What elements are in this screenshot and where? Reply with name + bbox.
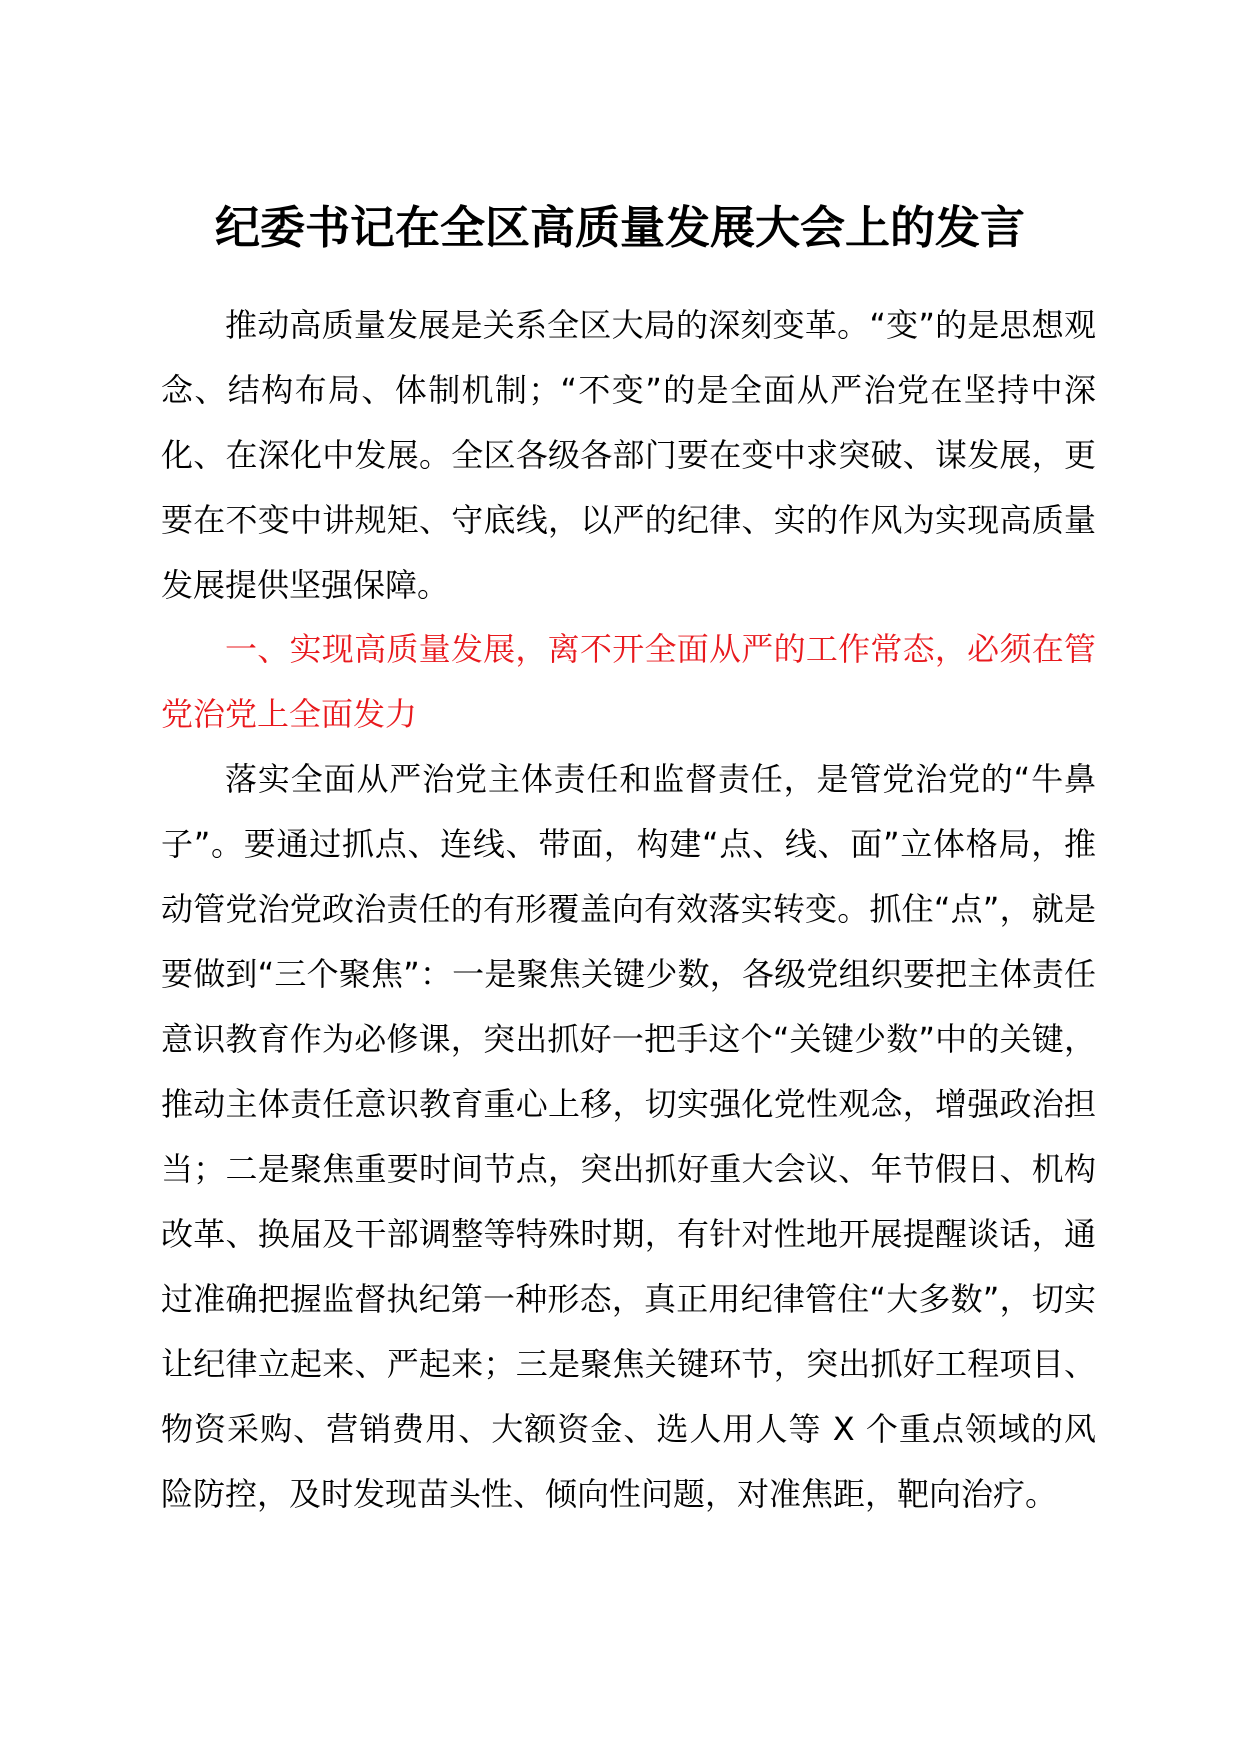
section-1-body-paragraph: 落实全面从严治党主体责任和监督责任，是管党治党的“牛鼻子”。要通过抓点、连线、带面，构建“点、线、面”立体格局，推动管党治党政治责任的有形覆盖向有效落实转变。抓住“点”，就是要做到“三个聚焦”：一是聚焦关键少数，各级党组织要把主体责任意识教育作为必修课，突出抓好一把手这个“关键少数”中的关键，推动主体责任意识教育重心上移，切实强化党性观念，增强政治担当；二是聚焦重要时间节点，突出抓好重大会议、年节假日、机构改革、换届及干部调整等特殊时期，有针对性地开展提醒谈话，通过准确把握监督执纪第一种形态，真正用纪律管住“大多数”，切实让纪律立起来、严起来；三是聚焦关键环节，突出抓好工程项目、物资采购、营销费用、大额资金、选人用人等 X 个重点领域的风险防控，及时发现苗头性、倾向性问题，对准焦距，靶向治疗。: [161, 760, 1096, 1513]
section-heading-1: 一、实现高质量发展，离不开全面从严的工作常态，必须在管党治党上全面发力: [161, 630, 1096, 733]
intro-paragraph: 推动高质量发展是关系全区大局的深刻变革。“变”的是思想观念、结构布局、体制机制；“不变”的是全面从严治党在坚持中深化、在深化中发展。全区各级各部门要在变中求突破、谋发展，更要在不变中讲规矩、守底线，以严的纪律、实的作风为实现高质量发展提供坚强保障。: [161, 306, 1096, 604]
document-title: 纪委书记在全区高质量发展大会上的发言: [214, 201, 1025, 254]
